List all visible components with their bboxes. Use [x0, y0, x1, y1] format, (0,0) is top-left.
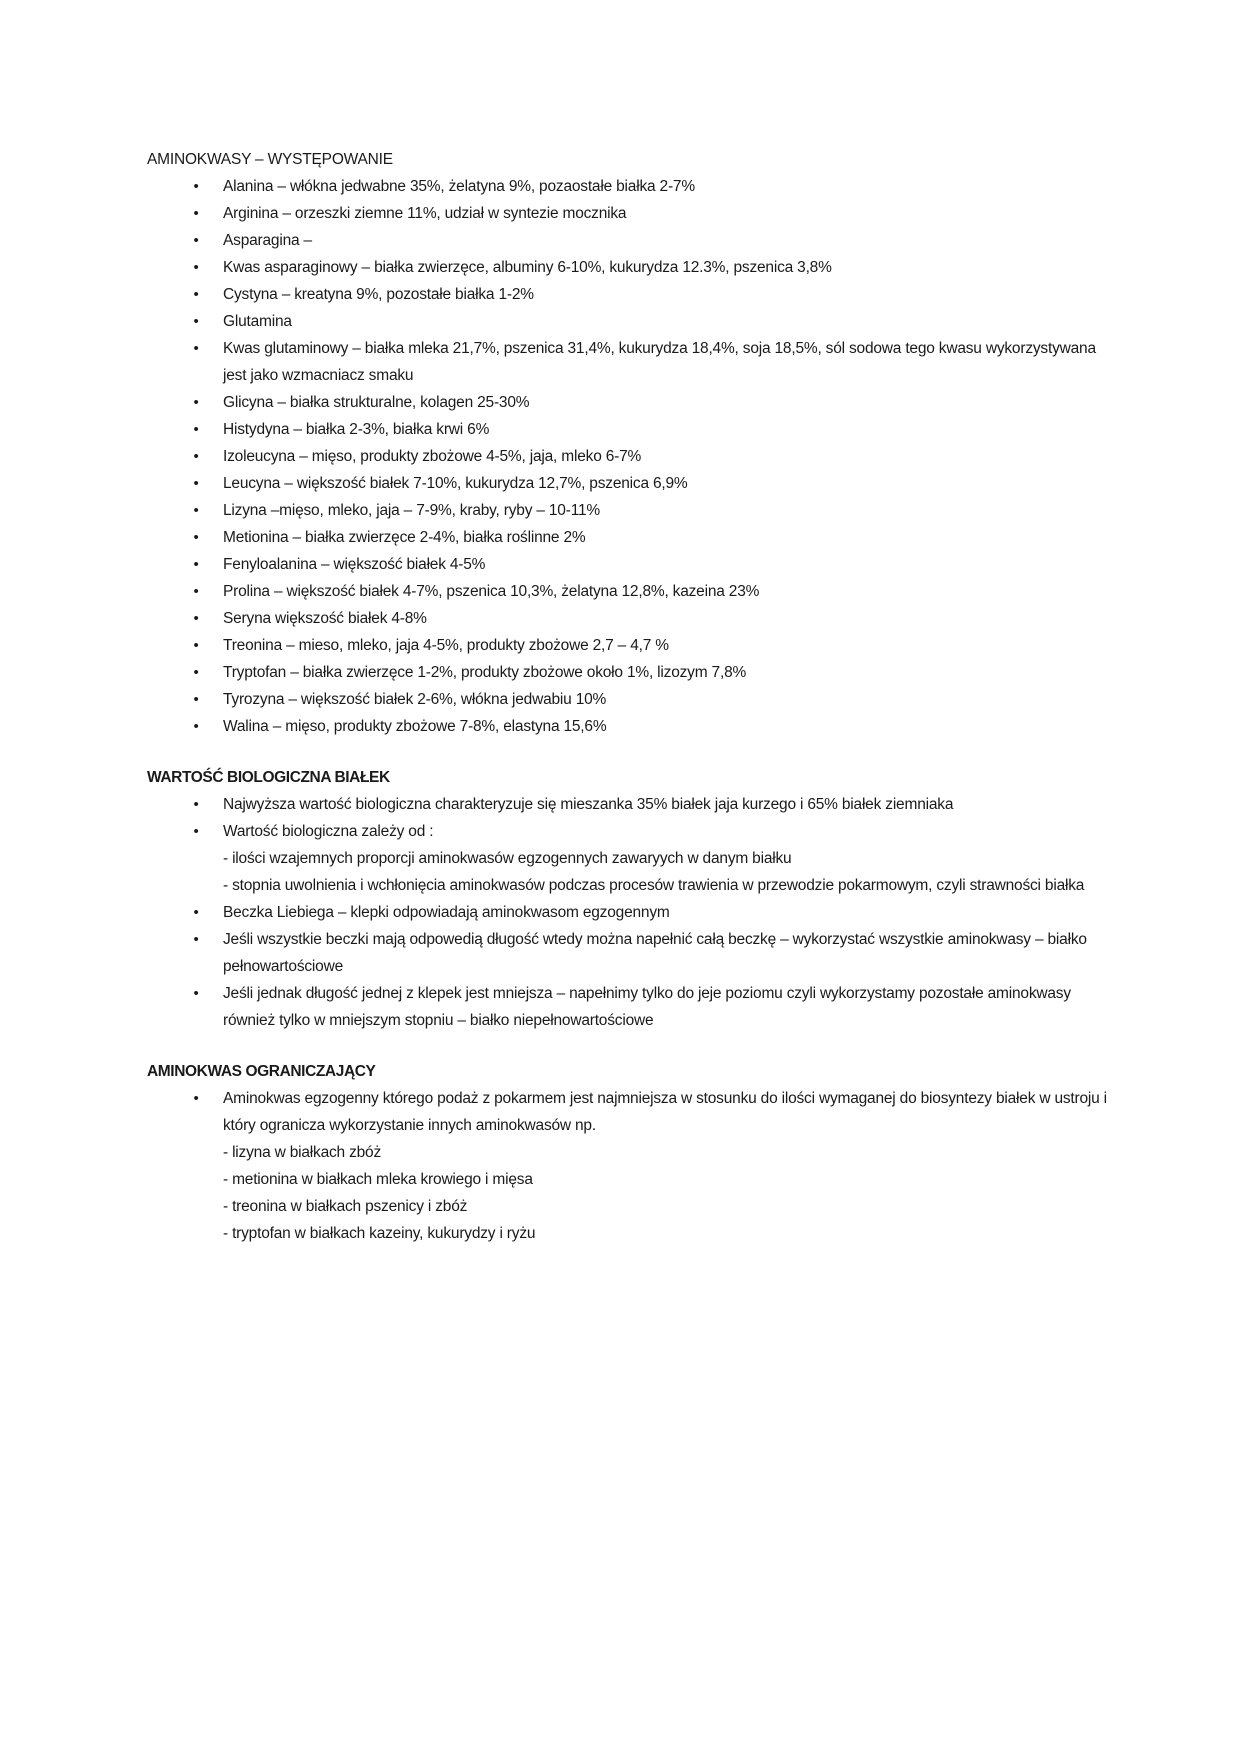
list-item [147, 791, 1107, 818]
list-item-text: Prolina – większość białek 4-7%, pszenica 10,3%, żelatyna 12,8%, kazeina 23% [223, 583, 760, 600]
section-heading-aminokwasy: AMINOKWASY – WYSTĘPOWANIE [147, 151, 393, 168]
list-item-text: Jeśli jednak długość jednej z klepek jest mniejsza – napełnimy tylko do jeje poziomu czyli wykorzystamy pozostałe aminokwasy również tylko w mniejszym stopniu – białko niepełnowartościowe [223, 985, 1071, 1029]
bullet-icon: • [193, 583, 199, 600]
list-item-text: Lizyna –mięso, mleko, jaja – 7-9%, kraby, ryby – 10-11% [223, 502, 600, 519]
sub-item: - lizyna w białkach zbóż [223, 1144, 382, 1161]
list-item [147, 200, 1107, 227]
sub-item: - ilości wzajemnych proporcji aminokwasów egzogennych zawaryych w danym białku [223, 850, 792, 867]
list-item [147, 980, 1107, 1034]
list-item [147, 335, 1107, 389]
amino-acid-list [147, 173, 1107, 740]
section-spacer [147, 740, 1107, 764]
bullet-icon: • [193, 232, 199, 249]
bullet-icon: • [193, 313, 199, 330]
list-item-text: Alanina – włókna jedwabne 35%, żelatyna 9%, pozaostałe białka 2-7% [223, 178, 695, 195]
list-item [147, 605, 1107, 632]
list-item [147, 389, 1107, 416]
biological-value-list [147, 791, 1107, 1034]
list-item [147, 497, 1107, 524]
list-item-text: Metionina – białka zwierzęce 2-4%, białka roślinne 2% [223, 529, 586, 546]
list-item [147, 1085, 1107, 1247]
list-item [147, 578, 1107, 605]
limiting-amino-acid-list [147, 1085, 1107, 1247]
list-item-text: Glicyna – białka strukturalne, kolagen 25-30% [223, 394, 530, 411]
bullet-icon: • [193, 556, 199, 573]
list-item-text: Tyrozyna – większość białek 2-6%, włókna jedwabiu 10% [223, 691, 607, 708]
section-heading-wartosc-biologiczna: WARTOŚĆ BIOLOGICZNA BIAŁEK [147, 769, 390, 786]
list-item-text: Kwas asparaginowy – białka zwierzęce, albuminy 6-10%, kukurydza 12.3%, pszenica 3,8% [223, 259, 832, 276]
list-item [147, 899, 1107, 926]
bullet-icon: • [193, 394, 199, 411]
list-item-text: Beczka Liebiega – klepki odpowiadają aminokwasom egzogennym [223, 904, 670, 921]
list-item [147, 470, 1107, 497]
bullet-icon: • [193, 904, 199, 921]
section-heading-aminokwas-ograniczajacy: AMINOKWAS OGRANICZAJĄCY [147, 1063, 376, 1080]
bullet-icon: • [193, 610, 199, 627]
list-item-text: Cystyna – kreatyna 9%, pozostałe białka 1-2% [223, 286, 534, 303]
list-item-text: Wartość biologiczna zależy od : [223, 823, 434, 840]
bullet-icon: • [193, 259, 199, 276]
list-item-text: Treonina – mieso, mleko, jaja 4-5%, produkty zbożowe 2,7 – 4,7 % [223, 637, 669, 654]
document-page [147, 146, 1107, 1247]
bullet-icon: • [193, 718, 199, 735]
list-item-text: Jeśli wszystkie beczki mają odpowedią długość wtedy można napełnić całą beczkę – wykorzystać wszystkie aminokwasy – białko pełnowartościowe [223, 931, 1087, 975]
bullet-icon: • [193, 664, 199, 681]
bullet-icon: • [193, 178, 199, 195]
bullet-icon: • [193, 340, 199, 357]
bullet-icon: • [193, 205, 199, 222]
bullet-icon: • [193, 529, 199, 546]
bullet-icon: • [193, 475, 199, 492]
list-item-text: Glutamina [223, 313, 292, 330]
bullet-icon: • [193, 637, 199, 654]
list-item [147, 686, 1107, 713]
sub-item: - tryptofan w białkach kazeiny, kukurydzy i ryżu [223, 1225, 536, 1242]
bullet-icon: • [193, 502, 199, 519]
bullet-icon: • [193, 286, 199, 303]
bullet-icon: • [193, 421, 199, 438]
bullet-icon: • [193, 931, 199, 948]
bullet-icon: • [193, 448, 199, 465]
sub-item: - stopnia uwolnienia i wchłonięcia aminokwasów podczas procesów trawienia w przewodzie pokarmowym, czyli strawności białka [223, 877, 1085, 894]
list-item [147, 713, 1107, 740]
bullet-icon: • [193, 691, 199, 708]
list-item [147, 173, 1107, 200]
sub-item: - treonina w białkach pszenicy i zbóż [223, 1198, 468, 1215]
list-item [147, 551, 1107, 578]
list-item [147, 818, 1107, 899]
list-item-text: Fenyloalanina – większość białek 4-5% [223, 556, 486, 573]
list-item-text: Asparagina – [223, 232, 312, 249]
list-item [147, 416, 1107, 443]
bullet-icon: • [193, 1090, 199, 1107]
section-spacer [147, 1034, 1107, 1058]
list-item-text: Seryna większość białek 4-8% [223, 610, 427, 627]
list-item-text: Najwyższa wartość biologiczna charakteryzuje się mieszanka 35% białek jaja kurzego i 65% białek ziemniaka [223, 796, 954, 813]
bullet-icon: • [193, 985, 199, 1002]
list-item-text: Aminokwas egzogenny którego podaż z pokarmem jest najmniejsza w stosunku do ilości wymaganej do biosyntezy białek w ustroju i który ogranicza wykorzystanie innych aminokwasów np. [223, 1090, 1107, 1134]
bullet-icon: • [193, 796, 199, 813]
list-item-text: Leucyna – większość białek 7-10%, kukurydza 12,7%, pszenica 6,9% [223, 475, 688, 492]
list-item [147, 281, 1107, 308]
list-item [147, 926, 1107, 980]
sub-item: - metionina w białkach mleka krowiego i mięsa [223, 1171, 533, 1188]
list-item [147, 308, 1107, 335]
list-item [147, 227, 1107, 254]
list-item [147, 443, 1107, 470]
list-item [147, 254, 1107, 281]
bullet-icon: • [193, 823, 199, 840]
list-item [147, 524, 1107, 551]
list-item-text: Histydyna – białka 2-3%, białka krwi 6% [223, 421, 490, 438]
list-item-text: Kwas glutaminowy – białka mleka 21,7%, pszenica 31,4%, kukurydza 18,4%, soja 18,5%, sól sodowa tego kwasu wykorzystywana jest jako wzmacniacz smaku [223, 340, 1096, 384]
list-item [147, 632, 1107, 659]
list-item-text: Walina – mięso, produkty zbożowe 7-8%, elastyna 15,6% [223, 718, 607, 735]
list-item-text: Arginina – orzeszki ziemne 11%, udział w syntezie mocznika [223, 205, 627, 222]
list-item-text: Tryptofan – białka zwierzęce 1-2%, produkty zbożowe około 1%, lizozym 7,8% [223, 664, 747, 681]
list-item-text: Izoleucyna – mięso, produkty zbożowe 4-5%, jaja, mleko 6-7% [223, 448, 642, 465]
list-item [147, 659, 1107, 686]
